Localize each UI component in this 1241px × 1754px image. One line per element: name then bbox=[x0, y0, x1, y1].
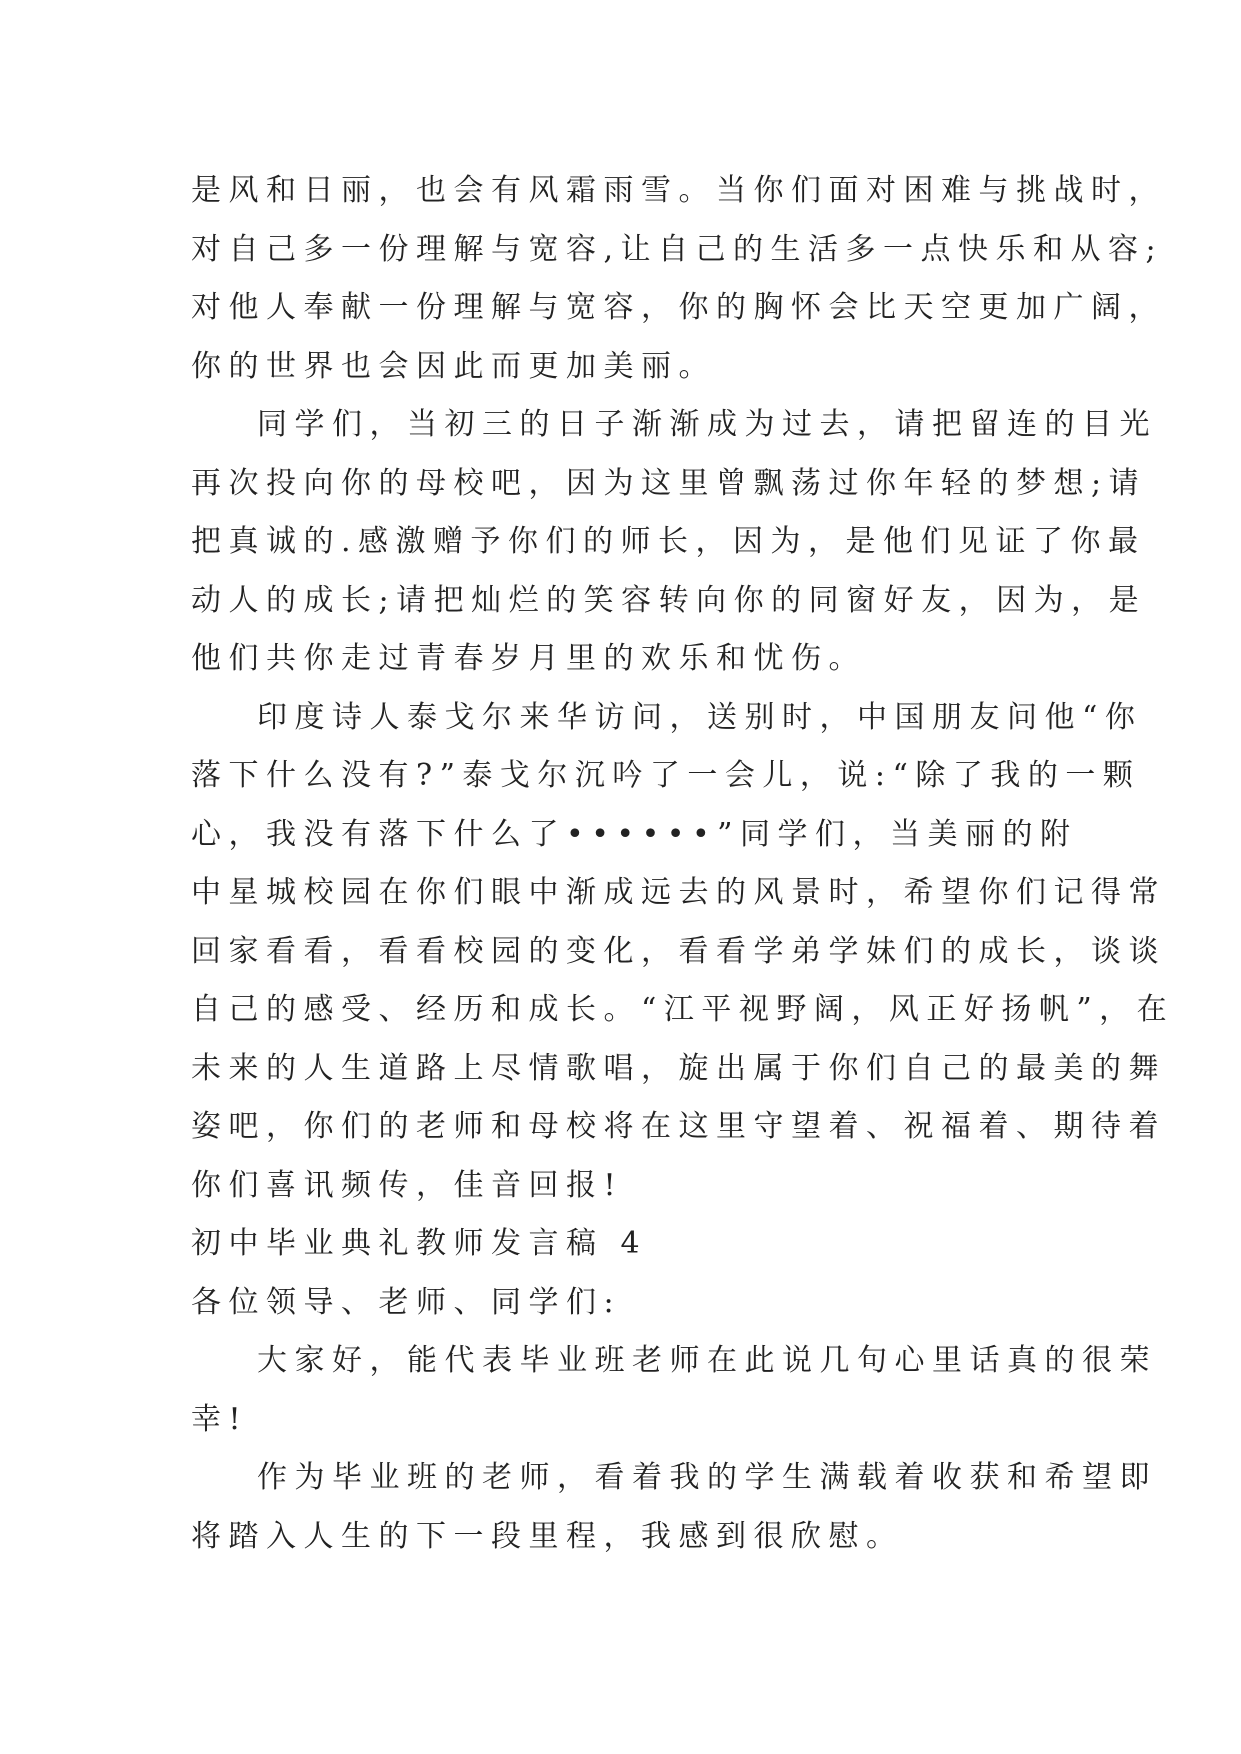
document-body bbox=[191, 162, 1175, 1566]
text-line-9: 他们共你走过青春岁月里的欢乐和忧伤。 bbox=[191, 641, 866, 676]
text-line-21: 大家好，能代表毕业班老师在此说几句心里话真的很荣 bbox=[257, 1343, 1157, 1378]
text-line-7: 把真诚的.感激赠予你们的师长，因为，是他们见证了你最 bbox=[191, 524, 1146, 559]
text-line-8: 动人的成长;请把灿烂的笑容转向你的同窗好友，因为，是 bbox=[191, 582, 1147, 618]
text-line-17: 姿吧，你们的老师和母校将在这里守望着、祝福着、期待着 bbox=[191, 1109, 1166, 1144]
section-heading: 初中毕业典礼教师发言稿 4 bbox=[191, 1226, 648, 1261]
text-line-4: 你的世界也会因此而更加美丽。 bbox=[191, 348, 716, 384]
text-line-18: 你们喜讯频传，佳音回报! bbox=[191, 1167, 624, 1203]
text-line-6: 再次投向你的母校吧，因为这里曾飘荡过你年轻的梦想;请 bbox=[191, 465, 1147, 501]
text-line-16: 未来的人生道路上尽情歌唱，旋出属于你们自己的最美的舞 bbox=[191, 1050, 1166, 1086]
text-line-24: 将踏入人生的下一段里程，我感到很欣慰。 bbox=[191, 1518, 904, 1554]
text-line-10: 印度诗人泰戈尔来华访问，送别时，中国朋友问他“你 bbox=[257, 699, 1143, 735]
text-line-15: 自己的感受、经历和成长。“江平视野阔，风正好扬帆”，在 bbox=[191, 992, 1175, 1027]
text-line-13: 中星城校园在你们眼中渐成远去的风景时，希望你们记得常 bbox=[191, 875, 1166, 910]
text-line-5: 同学们，当初三的日子渐渐成为过去，请把留连的目光 bbox=[257, 407, 1157, 442]
text-line-12: 心，我没有落下什么了••••••”同学们，当美丽的附 bbox=[191, 816, 1078, 852]
text-line-2: 对自己多一份理解与宽容,让自己的生活多一点快乐和从容; bbox=[191, 231, 1164, 267]
text-line-23: 作为毕业班的老师，看着我的学生满载着收获和希望即 bbox=[257, 1460, 1157, 1495]
text-line-1: 是风和日丽，也会有风霜雨雪。当你们面对困难与挑战时， bbox=[191, 173, 1166, 208]
salutation-line: 各位领导、老师、同学们: bbox=[191, 1284, 622, 1320]
text-line-22: 幸! bbox=[191, 1401, 249, 1437]
text-line-3: 对他人奉献一份理解与宽容，你的胸怀会比天空更加广阔， bbox=[191, 290, 1166, 325]
text-line-11: 落下什么没有?”泰戈尔沉吟了一会儿，说:“除了我的一颗 bbox=[191, 758, 1141, 793]
text-line-14: 回家看看，看看校园的变化，看看学弟学妹们的成长，谈谈 bbox=[191, 933, 1166, 969]
